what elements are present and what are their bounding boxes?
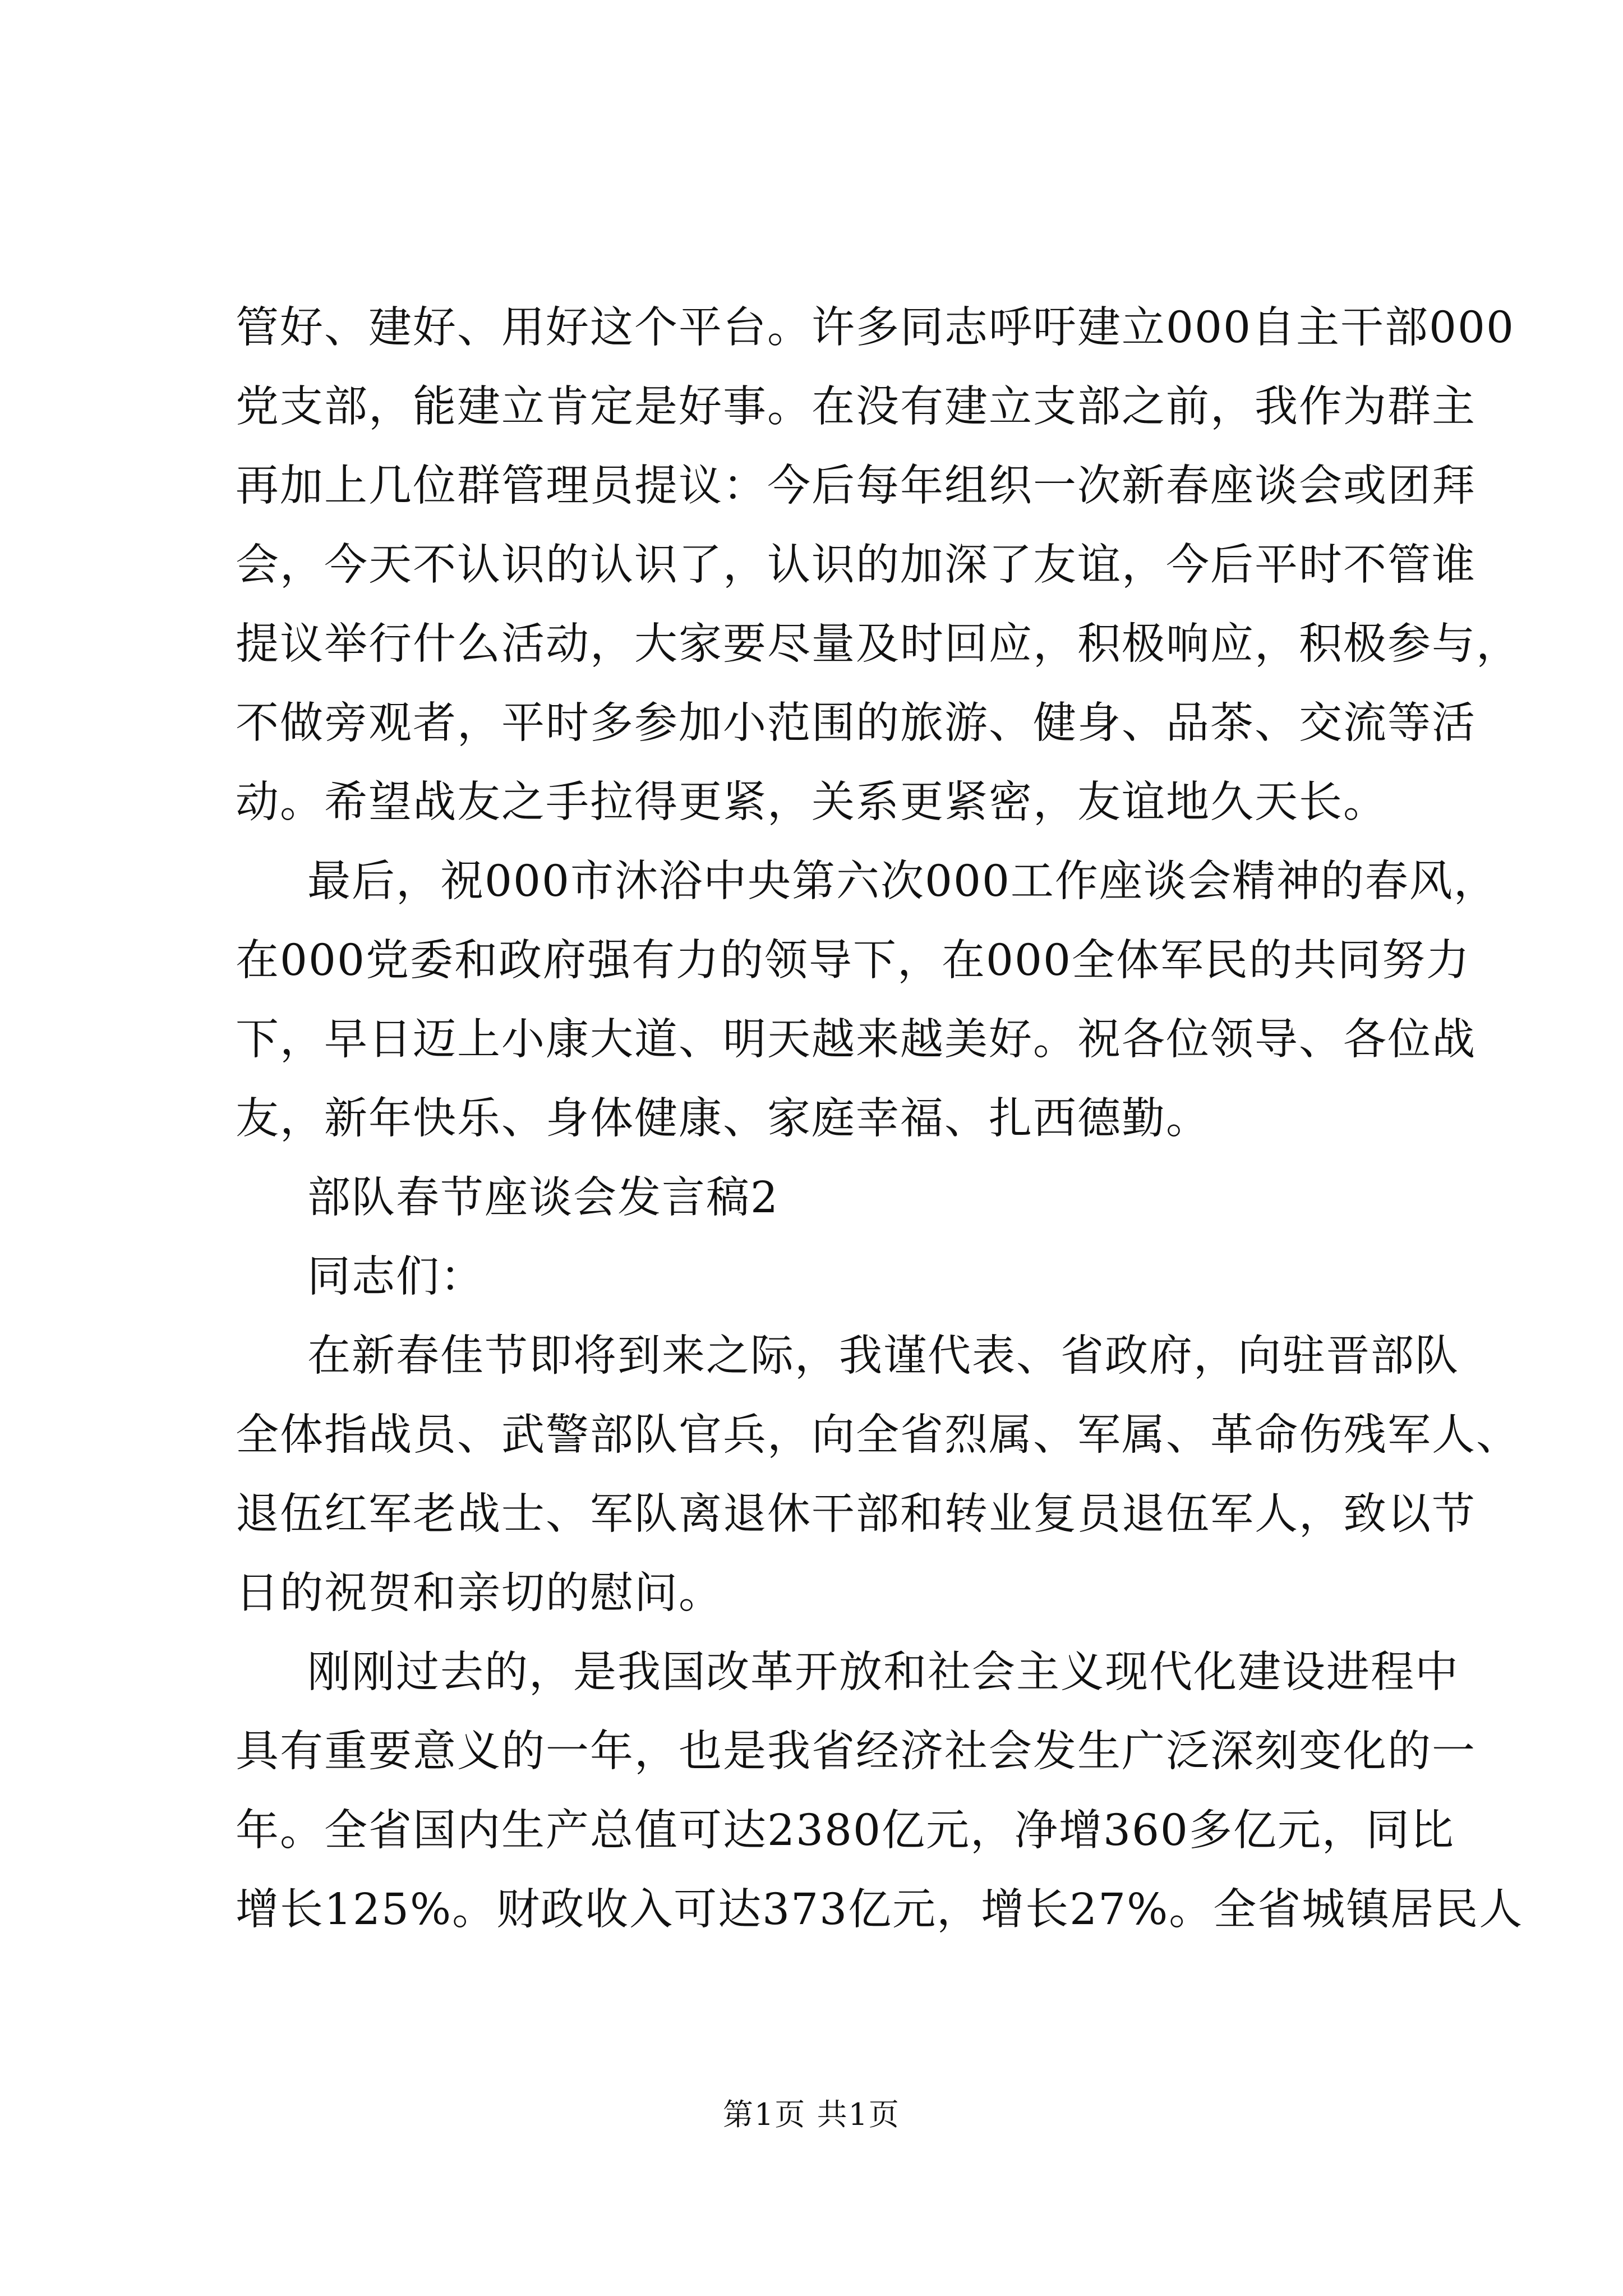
text-line-6: 不做旁观者，平时多参加小范围的旅游、健身、品茶、交流等活 [236,698,1476,748]
text-line-11: 友，新年快乐、身体健康、家庭幸福、扎西德勤。 [236,1094,1210,1144]
text-line-3: 再加上几位群管理员提议：今后每年组织一次新春座谈会或团拜 [236,461,1476,511]
text-line-19: 具有重要意义的一年，也是我省经济社会发生广泛深刻变化的一 [236,1727,1476,1777]
text-line-20: 年。全省国内生产总值可达2380亿元，净增360多亿元，同比 [236,1806,1455,1856]
text-line-16: 退伍红军老战士、军队离退休干部和转业复员退伍军人，致以节 [236,1489,1476,1539]
text-line-2: 党支部，能建立肯定是好事。在没有建立支部之前，我作为群主 [236,382,1476,432]
text-line-21: 增长125%。财政收入可达373亿元，增长27%。全省城镇居民人 [236,1885,1524,1935]
text-line-17: 日的祝贺和亲切的慰问。 [236,1568,723,1618]
text-line-9: 在000党委和政府强有力的领导下，在000全体军民的共同努力 [236,936,1470,986]
text-line-14: 在新春佳节即将到来之际，我谨代表、省政府，向驻晋部队 [307,1331,1459,1381]
text-line-10: 下，早日迈上小康大道、明天越来越美好。祝各位领导、各位战 [236,1015,1476,1065]
salutation: 同志们： [307,1252,485,1302]
page-footer: 第1页 共1页 [723,2097,900,2132]
text-line-1: 管好、建好、用好这个平台。许多同志呼吁建立000自主干部000 [236,303,1515,353]
section-heading: 部队春节座谈会发言稿2 [307,1173,779,1223]
text-line-18: 刚刚过去的，是我国改革开放和社会主义现代化建设进程中 [307,1648,1459,1697]
text-line-15: 全体指战员、武警部队官兵，向全省烈属、军属、革命伤残军人、 [236,1410,1520,1460]
text-line-4: 会，今天不认识的认识了，认识的加深了友谊，今后平时不管谁 [236,540,1476,590]
text-line-7: 动。希望战友之手拉得更紧，关系更紧密，友谊地久天长。 [236,777,1387,827]
text-line-8: 最后，祝000市沐浴中央第六次000工作座谈会精神的春风， [307,857,1498,907]
text-line-5: 提议举行什么活动，大家要尽量及时回应，积极响应，积极参与， [236,619,1520,669]
